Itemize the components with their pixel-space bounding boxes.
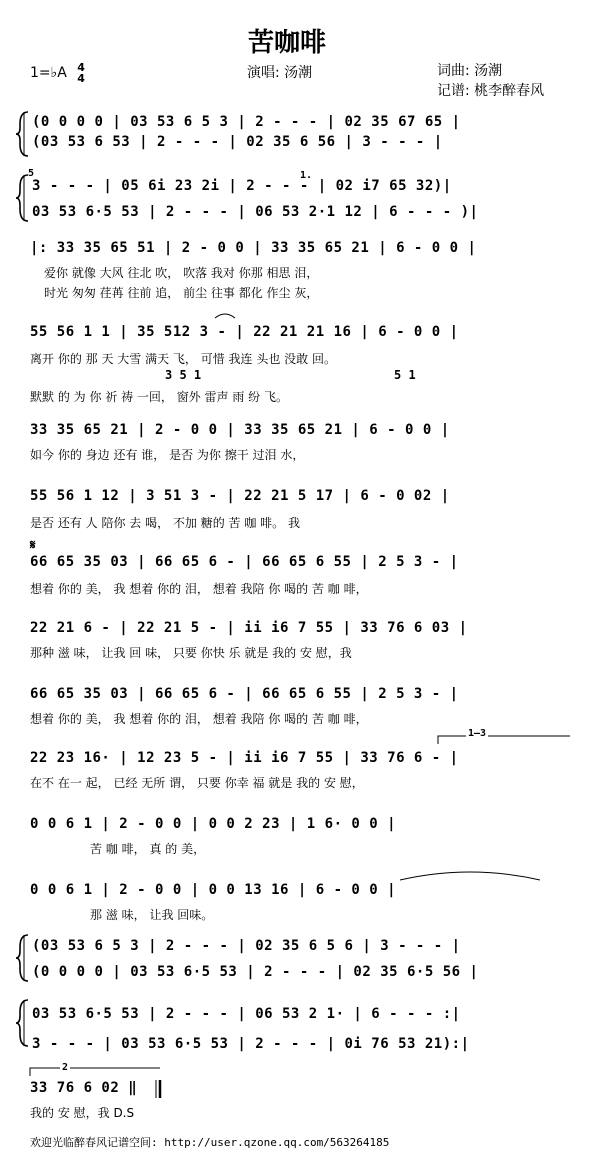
system-10-notes: 22 23 16· | 12 23 5 - | ii i6 7 55 | 33 76 6 - | <box>30 750 459 766</box>
system-1-lower: (03 53 6 53 | 2 - - - | 02 35 6 56 | 3 - - - | <box>32 134 443 150</box>
system-15-notes: 33 76 6 02 ‖ <box>30 1080 138 1096</box>
system-14-lower: 3 - - - | 03 53 6·5 53 | 2 - - - | 0i 76 53 21):| <box>32 1036 470 1052</box>
song-title: 苦咖啡 <box>248 28 327 58</box>
transcriber-credit: 记谱: 桃李醉春风 <box>437 83 545 99</box>
key-label: 1=♭A <box>30 65 67 81</box>
time-top: 4 <box>77 61 85 74</box>
system-3-lyric-1: 爱你 就像 大风 往北 吹， 吹落 我对 你那 相思 泪， <box>44 266 319 280</box>
system-2-repeat-mark: 1. <box>300 170 313 181</box>
system-8-lyric-1: 那种 滋 味， 让我 回 味， 只要 你快 乐 就是 我的 安 慰，我 <box>30 646 352 660</box>
footer-text: 欢迎光临醉春风记谱空间: http://user.qzone.qq.com/563264185 <box>30 1136 390 1149</box>
time-bottom: 4 <box>77 72 85 85</box>
system-1-upper: (0 0 0 0 | 03 53 6 5 3 | 2 - - - | 02 35 67 65 | <box>32 114 461 130</box>
system-3-notes: |: 33 35 65 51 | 2 - 0 0 | 33 35 65 21 | 6 - 0 0 | <box>30 240 477 256</box>
system-5-lyric-1: 如今 你的 身边 还有 谁， 是否 为你 擦干 过泪 水， <box>30 448 305 462</box>
system-8-notes: 22 21 6 - | 22 21 5 - | ii i6 7 55 | 33 76 6 03 | <box>30 620 468 636</box>
system-7-segno: 𝄋 <box>30 538 36 553</box>
system-10-lyric-1: 在不 在一 起， 已经 无所 谓， 只要 你幸 福 就是 我的 安 慰， <box>30 776 364 790</box>
composer-credit: 词曲: 汤潮 <box>437 63 503 79</box>
system-3-lyric-2: 时光 匆匆 荏苒 往前 追， 前尘 往事 都化 作尘 灰， <box>44 286 319 300</box>
system-6-notes: 55 56 1 12 | 3 51 3 - | 22 21 5 17 | 6 - 0 02 | <box>30 488 450 504</box>
system-7-notes: 66 65 35 03 | 66 65 6 - | 66 65 6 55 | 2 5 3 - | <box>30 554 459 570</box>
system-2-lower: 03 53 6·5 53 | 2 - - - | 06 53 2·1 12 | 6 - - - )| <box>32 204 479 220</box>
system-7-lyric-1: 想着 你的 美， 我 想着 你的 泪， 想着 我陪 你 喝的 苦 咖 啡， <box>30 582 368 596</box>
system-4-lyric-2: 默默 的 为 你 祈 祷 一回， 窗外 雷声 雨 纷 飞。 <box>30 390 288 404</box>
system-12-lyric-1: 那 滋 味， 让我 回味。 <box>90 908 214 922</box>
system-15-volta: 2 <box>62 1062 69 1073</box>
singer-credit: 演唱: 汤潮 <box>247 65 313 81</box>
system-4-lyric-1: 离开 你的 那 天 大雪 满天 飞， 可惜 我连 头也 没敢 回。 <box>30 352 336 366</box>
system-12-notes: 0 0 6 1 | 2 - 0 0 | 0 0 13 16 | 6 - 0 0 | <box>30 882 397 898</box>
system-5-notes: 33 35 65 21 | 2 - 0 0 | 33 35 65 21 | 6 - 0 0 | <box>30 422 450 438</box>
system-11-notes: 0 0 6 1 | 2 - 0 0 | 0 0 2 23 | 1 6· 0 0 | <box>30 816 397 832</box>
system-11-lyric-1: 苦 咖 啡， 真 的 美， <box>90 842 206 856</box>
system-10-volta: 1—3 <box>468 728 487 739</box>
system-4-alt-notes-1: 3 5 1 <box>165 368 202 382</box>
system-6-lyric-1: 是否 还有 人 陪你 去 喝， 不加 糖的 苦 咖 啡。 我 <box>30 516 300 530</box>
system-15-lyric-1: 我的 安 慰，我 D.S <box>30 1106 135 1120</box>
system-14-upper: 03 53 6·5 53 | 2 - - - | 06 53 2 1· | 6 - - - :| <box>32 1006 461 1022</box>
system-13-lower: (0 0 0 0 | 03 53 6·5 53 | 2 - - - | 02 35 6·5 56 | <box>32 964 479 980</box>
system-4-notes: 55 56 1 1 | 35 512 3 - | 22 21 21 16 | 6 - 0 0 | <box>30 324 459 340</box>
system-9-notes: 66 65 35 03 | 66 65 6 - | 66 65 6 55 | 2 5 3 - | <box>30 686 459 702</box>
system-2-upper: 3 - - - | 05 6i 23 2i | 2 - - - | 02 i7 65 32)| <box>32 178 452 194</box>
system-13-upper: (03 53 6 5 3 | 2 - - - | 02 35 6 5 6 | 3 - - - | <box>32 938 461 954</box>
system-2-segno-mark: 5 <box>28 168 35 179</box>
system-9-lyric-1: 想着 你的 美， 我 想着 你的 泪， 想着 我陪 你 喝的 苦 咖 啡， <box>30 712 368 726</box>
system-4-alt-notes-2: 5 1 <box>394 368 416 382</box>
